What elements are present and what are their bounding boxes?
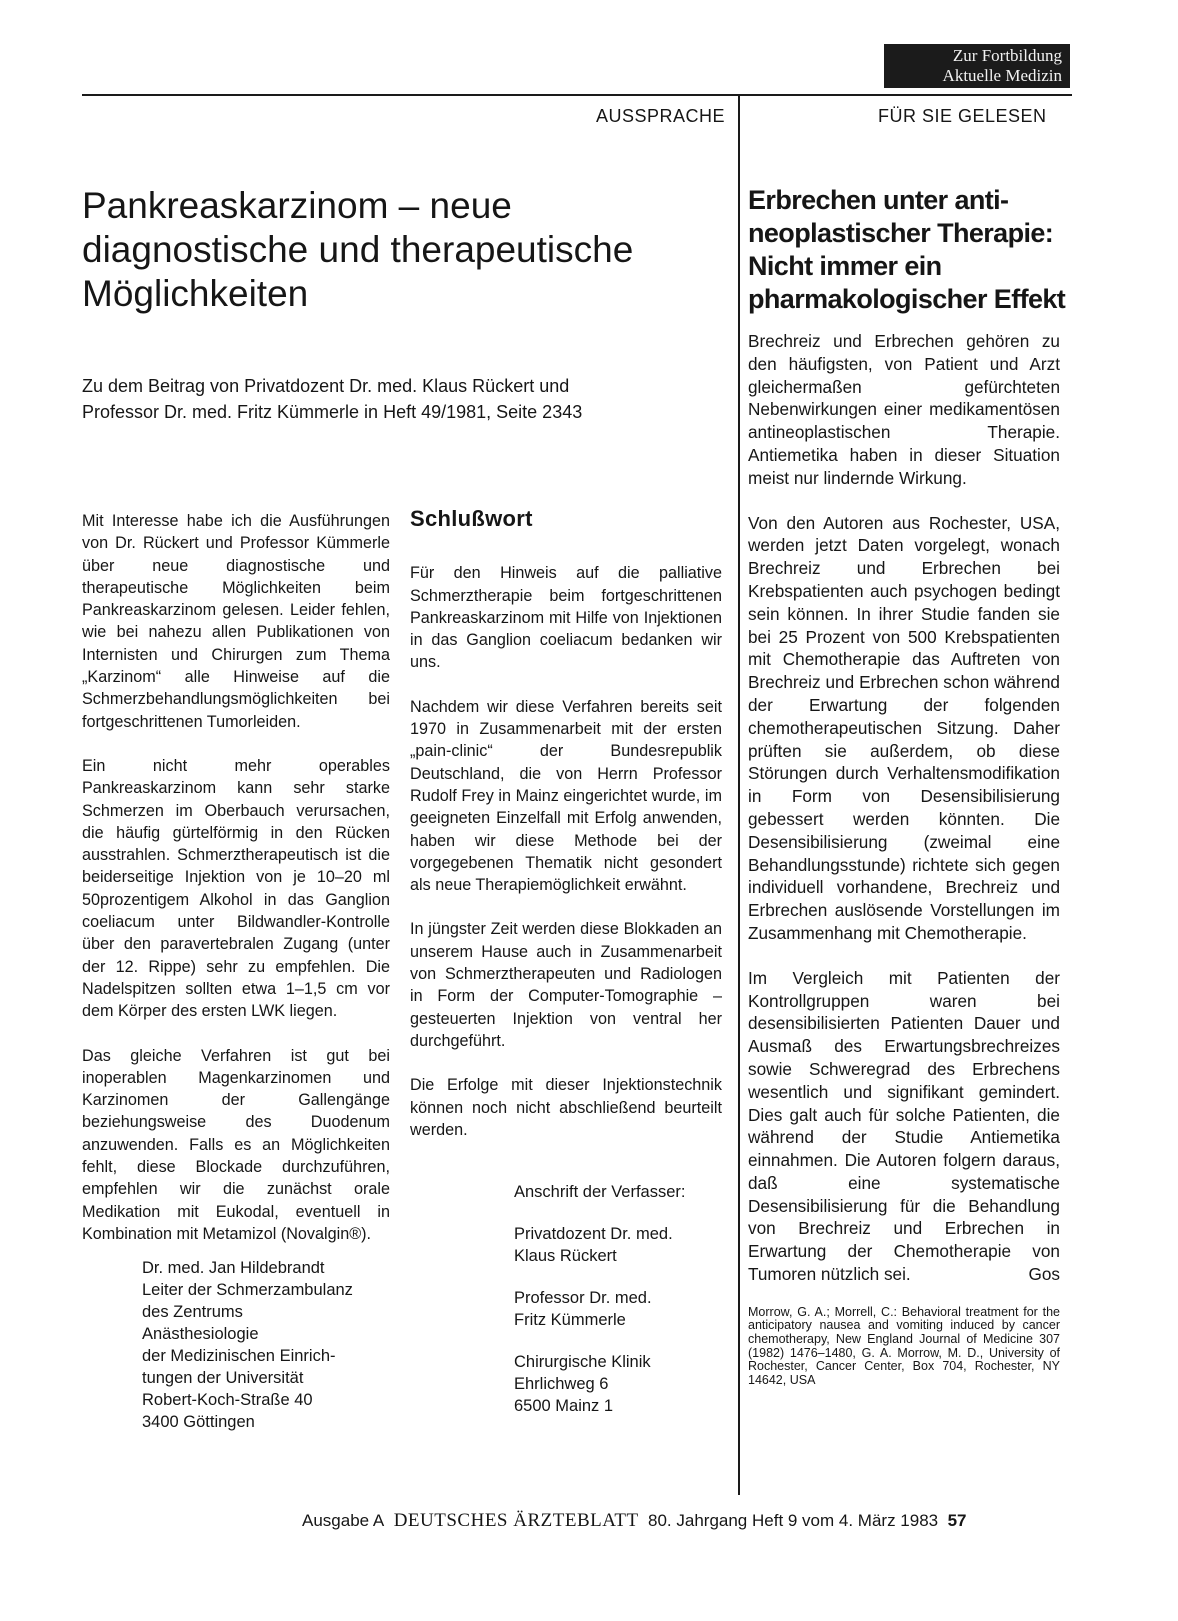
author-line: Dr. med. Jan Hildebrandt bbox=[142, 1259, 325, 1278]
sidebar-title bbox=[748, 184, 1068, 316]
footer-edition: Ausgabe A bbox=[302, 1511, 385, 1530]
address-line: Fritz Kümmerle bbox=[514, 1311, 626, 1330]
author-line: tungen der Universität bbox=[142, 1369, 304, 1388]
sidebar-title-line-4: pharmakologischer Effekt bbox=[748, 284, 1066, 314]
author-line: des Zentrums bbox=[142, 1303, 243, 1322]
sidebar-paragraph-3 bbox=[748, 967, 1060, 1286]
address-line: Chirurgische Klinik bbox=[514, 1353, 651, 1372]
author-line: 3400 Göttingen bbox=[142, 1413, 255, 1432]
address-block-2 bbox=[514, 1287, 722, 1331]
sidebar-title-line-3: Nicht immer ein bbox=[748, 251, 942, 281]
section-badge bbox=[884, 44, 1070, 88]
letter-paragraph-3: Das gleiche Verfahren ist gut bei inoperablen Magenkarzinomen und Karzinomen der Gallengänge beziehungsweise des Duodenum anzuwenden. Falls es an Möglichkeiten fehlt, diese Blockade durchzuführen, empfehlen wir die zunächst orale Medikation mit Eukodal, eventuell in Kombination mit Metamizol (Novalgin®). bbox=[82, 1046, 390, 1243]
article-subtitle bbox=[82, 373, 732, 425]
address-line: Privatdozent Dr. med. bbox=[514, 1225, 673, 1244]
subtitle-line-1: Zu dem Beitrag von Privatdozent Dr. med. Klaus Rückert und bbox=[82, 376, 570, 396]
sidebar-paragraph-1: Brechreiz und Erbrechen gehören zu den häufigsten, von Patient und Arzt gleichermaßen gefürchteten Nebenwirkungen einer medikamentösen antineoplastischen Therapie. Antiemetika haben in dieser Situation meist nur lindernde Wirkung. bbox=[748, 331, 1060, 488]
reply-paragraph-4: Die Erfolge mit dieser Injektionstechnik können noch nicht abschließend beurteilt werden. bbox=[410, 1076, 722, 1139]
author-line: Robert-Koch-Straße 40 bbox=[142, 1391, 313, 1410]
badge-line-2: Aktuelle Medizin bbox=[942, 66, 1062, 85]
page-footer bbox=[302, 1510, 1072, 1532]
address-label: Anschrift der Verfasser: bbox=[514, 1183, 686, 1202]
title-line-1: Pankreaskarzinom – neue bbox=[82, 185, 512, 226]
title-line-3: Möglichkeiten bbox=[82, 273, 309, 314]
author-line: Anästhesiologie bbox=[142, 1325, 259, 1344]
footer-issue: 80. Jahrgang Heft 9 vom 4. März 1983 bbox=[648, 1511, 939, 1530]
address-block-3 bbox=[514, 1351, 722, 1417]
letter-column bbox=[82, 510, 390, 1433]
address-line: Ehrlichweg 6 bbox=[514, 1375, 609, 1394]
address-line: Klaus Rückert bbox=[514, 1247, 617, 1266]
sidebar-signature: Gos bbox=[1028, 1264, 1060, 1285]
sidebar-body bbox=[748, 330, 1060, 1387]
author-line: der Medizinischen Einrich- bbox=[142, 1347, 336, 1366]
article-title bbox=[82, 184, 722, 316]
sidebar-title-line-1: Erbrechen unter anti- bbox=[748, 185, 1009, 215]
sidebar-paragraph-3-text: Im Vergleich mit Patienten der Kontrollgruppen waren bei desensibilisierten Patienten Dauer und Ausmaß des Erwartungsbrechreizes sowie Schweregrad des Erbrechens wesentlich und signifikant gemindert. Dies galt auch für solche Patienten, die während der Studie Antiemetika einnahmen. Die Autoren folgern daraus, daß eine systematische Desensibilisierung für die Behandlung von Brechreiz und Erbrechen in Erwartung der Chemotherapie von Tumoren nützlich sei. bbox=[748, 967, 1060, 1285]
title-line-2: diagnostische und therapeutische bbox=[82, 229, 634, 270]
reply-paragraph-2: Nachdem wir diese Verfahren bereits seit 1970 in Zusammenarbeit mit der ersten „pain-clinic“ der Bundesrepublik Deutschland, die von Herrn Professor Rudolf Frey in Mainz eingerichtet wurde, im geeigneten Einzelfall mit Erfolg anwenden, haben wir diese Methode bei der vorgegebenen Thematik nicht gesondert als neue Therapiemöglichkeit erwähnt. bbox=[410, 697, 722, 895]
column-divider bbox=[738, 95, 740, 1495]
letter-paragraph-2: Ein nicht mehr operables Pankreaskarzinom kann sehr starke Schmerzen im Oberbauch verursachen, die häufig gürtelförmig in den Rücken ausstrahlen. Schmerztherapeutisch ist die beiderseitige Injektion von je 10–20 ml 50prozentigem Alkohol in das Ganglion coeliacum unter Bildwandler-Kontrolle über den paravertebralen Zugang (unter der 12. Rippe) sehr zu empfehlen. Die Nadelspitzen sollten etwa 1–1,5 cm vor dem Körper des ersten LWK liegen. bbox=[82, 756, 390, 1021]
reply-paragraph-1: Für den Hinweis auf die palliative Schmerztherapie beim fortgeschrittenen Pankreaskarzinom mit Hilfe von Injektionen in das Ganglion coeliacum bedanken wir uns. bbox=[410, 564, 722, 672]
address-line: 6500 Mainz 1 bbox=[514, 1397, 614, 1416]
footer-magazine: DEUTSCHES ÄRZTEBLATT bbox=[393, 1510, 639, 1531]
badge-line-1: Zur Fortbildung bbox=[952, 46, 1062, 65]
letter-paragraph-1: Mit Interesse habe ich die Ausführungen von Dr. Rückert und Professor Kümmerle über neue diagnostische und therapeutische Möglichkeiten beim Pankreaskarzinom gelesen. Leider fehlen, wie bei nahezu allen Publikationen von Internisten und Chirurgen zum Thema „Karzinom“ alle Hinweise auf die Schmerzbehandlungsmöglichkeiten bei fortgeschrittenen Tumorleiden. bbox=[82, 512, 390, 731]
letter-author-block bbox=[142, 1257, 390, 1433]
reply-paragraph-3: In jüngster Zeit werden diese Blokkaden an unserem Hause auch in Zusammenarbeit von Schmerztherapeuten und Radiologen in Form der Computer-Tomographie – gesteuerten Injektion von ventral her durchgeführt. bbox=[410, 920, 722, 1050]
author-line: Leiter der Schmerzambulanz bbox=[142, 1281, 353, 1300]
header-rule bbox=[82, 94, 1072, 96]
sidebar-title-line-2: neoplastischer Therapie: bbox=[748, 218, 1054, 248]
subtitle-line-2: Professor Dr. med. Fritz Kümmerle in Heft 49/1981, Seite 2343 bbox=[82, 402, 583, 422]
reply-heading: Schlußwort bbox=[410, 506, 533, 531]
address-block-1 bbox=[514, 1223, 722, 1267]
page-number: 57 bbox=[947, 1511, 967, 1530]
section-label-left: AUSSPRACHE bbox=[596, 106, 726, 126]
address-line: Professor Dr. med. bbox=[514, 1289, 652, 1308]
section-label-right: FÜR SIE GELESEN bbox=[878, 106, 1047, 126]
reply-column bbox=[410, 508, 722, 1417]
sidebar-reference: Morrow, G. A.; Morrell, C.: Behavioral treatment for the anticipatory nausea and vomiting induced by cancer chemotherapy, New England Journal of Medicine 307 (1982) 1476–1480, G. A. Morrow, M. D., University of Rochester, Cancer Center, Box 704, Rochester, NY 14642, USA bbox=[748, 1304, 1060, 1387]
sidebar-paragraph-2: Von den Autoren aus Rochester, USA, werden jetzt Daten vorgelegt, wonach Brechreiz und Erbrechen bei Krebspatienten auch psychogen bedingt sein können. In ihrer Studie fanden sie bei 25 Prozent von 500 Krebspatienten mit Chemotherapie das Auftreten von Brechreiz und Erbrechen schon während der Erwartung der folgenden chemotherapeutischen Sitzung. Daher prüften sie außerdem, ob diese Störungen durch Verhaltensmodifikation in Form von Desensibilisierung gebessert werden könnten. Die Desensibilisierung (zweimal eine Behandlungsstunde) richtete sich gegen individuell vorhandene, Brechreiz und Erbrechen auslösende Vorstellungen im Zusammenhang mit Chemotherapie. bbox=[748, 512, 1060, 943]
